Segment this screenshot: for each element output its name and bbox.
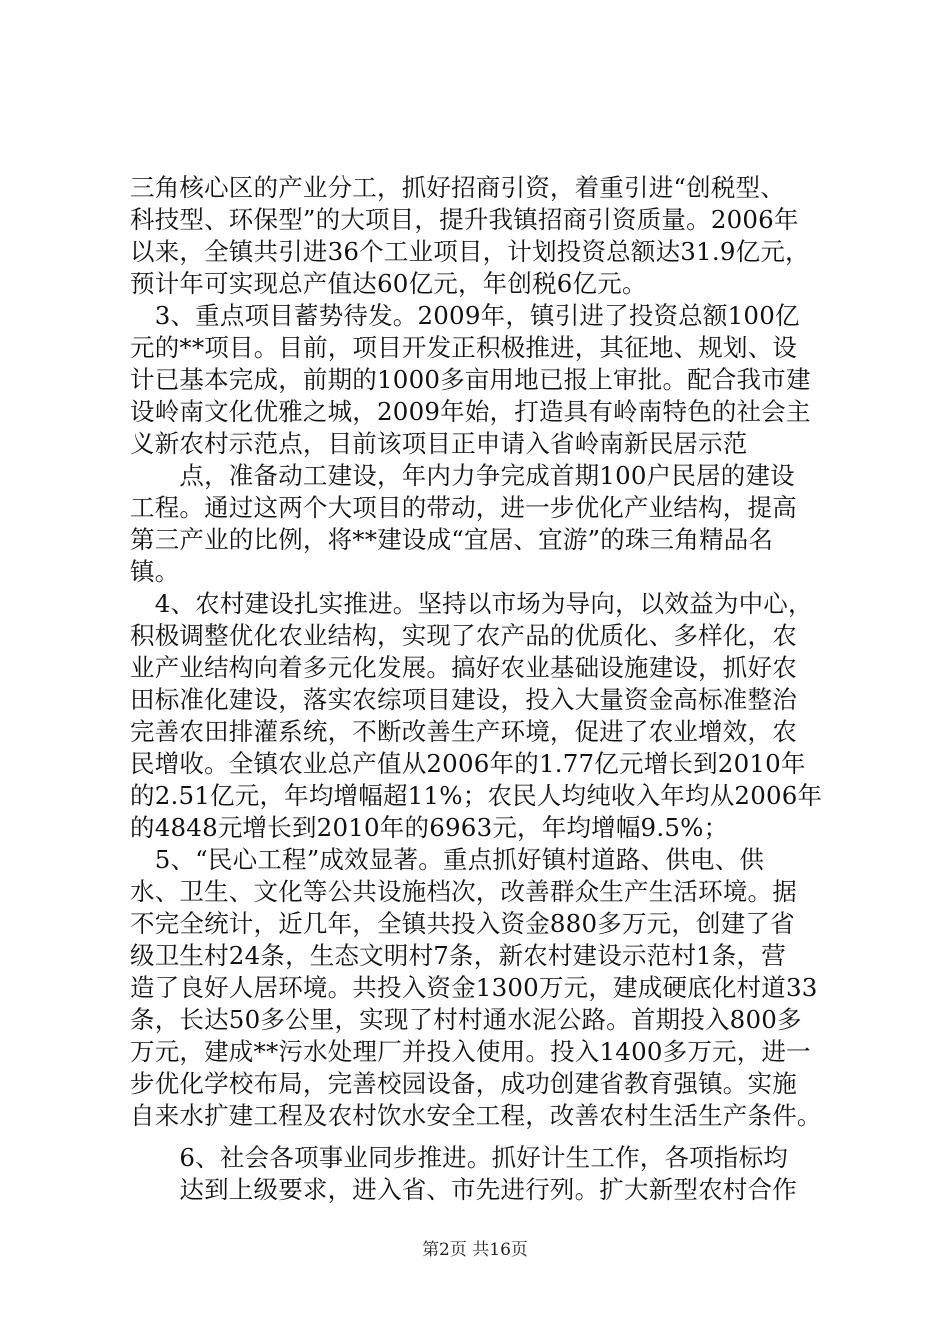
body-text-line: 万元，建成**污水处理厂并投入使用。投入1400多万元，进一 bbox=[130, 1037, 811, 1066]
body-text-line: 以来，全镇共引进36个工业项目，计划投资总额达31.9亿元， bbox=[130, 237, 810, 266]
body-text-line: 工程。通过这两个大项目的带动，进一步优化产业结构，提高 bbox=[130, 493, 797, 522]
body-text-line: 民增收。全镇农业总产值从2006年的1.77亿元增长到2010年 bbox=[130, 749, 806, 778]
body-text-line: 业产业结构向着多元化发展。搞好农业基础设施建设，抓好农 bbox=[130, 653, 797, 682]
body-text-line: 造了良好人居环境。共投入资金1300万元，建成硬底化村道33 bbox=[130, 973, 818, 1002]
body-text-line: 的4848元增长到2010年的6963元，年均增幅9.5%； bbox=[130, 813, 729, 842]
body-text-line: 的2.51亿元，年均增幅超11%；农民人均纯收入年均从2006年 bbox=[130, 781, 823, 810]
body-text-line: 田标准化建设，落实农综项目建设，投入大量资金高标准整治 bbox=[130, 685, 797, 714]
body-text-line: 积极调整优化农业结构，实现了农产品的优质化、多样化，农 bbox=[130, 621, 797, 650]
body-text-line: 4、农村建设扎实推进。坚持以市场为导向，以效益为中心， bbox=[130, 589, 813, 618]
body-text-line: 步优化学校布局，完善校园设备，成功创建省教育强镇。实施 bbox=[130, 1069, 797, 1098]
body-text-line: 完善农田排灌系统，不断改善生产环境，促进了农业增效，农 bbox=[130, 717, 797, 746]
body-text-line: 点，准备动工建设，年内力争完成首期100户民居的建设 bbox=[130, 461, 795, 490]
body-text-line: 不完全统计，近几年，全镇共投入资金880多万元，创建了省 bbox=[130, 909, 795, 938]
body-text-line: 级卫生村24条，生态文明村7条，新农村建设示范村1条，营 bbox=[130, 941, 786, 970]
body-text-line: 水、卫生、文化等公共设施档次，改善群众生产生活环境。据 bbox=[130, 877, 797, 906]
body-text-line: 第三产业的比例，将**建设成“宜居、宜游”的珠三角精品名 bbox=[130, 525, 774, 554]
body-text-line: 三角核心区的产业分工，抓好招商引资，着重引进“创税型、 bbox=[130, 173, 785, 202]
body-text-line: 预计年可实现总产值达60亿元，年创税6亿元。 bbox=[130, 269, 647, 298]
page-footer: 第2页 共16页 bbox=[422, 1240, 528, 1260]
body-text-line: 自来水扩建工程及农村饮水安全工程，改善农村生活生产条件。 bbox=[130, 1101, 822, 1130]
body-text-line: 条，长达50多公里，实现了村村通水泥公路。首期投入800多 bbox=[130, 1005, 802, 1034]
body-text-line: 镇。 bbox=[130, 557, 180, 586]
body-text-line: 6、社会各项事业同步推进。抓好计生工作，各项指标均 bbox=[130, 1143, 788, 1172]
body-text-line: 义新农村示范点，目前该项目正申请入省岭南新民居示范 bbox=[130, 429, 748, 458]
body-text-line: 达到上级要求，进入省、市先进行列。扩大新型农村合作 bbox=[130, 1175, 797, 1204]
body-text-line: 3、重点项目蓄势待发。2009年，镇引进了投资总额100亿 bbox=[130, 301, 800, 330]
body-text-line: 5、“民心工程”成效显著。重点抓好镇村道路、供电、供 bbox=[130, 845, 765, 874]
body-text-line: 计已基本完成，前期的1000多亩用地已报上审批。配合我市建 bbox=[130, 365, 811, 394]
body-text-line: 元的**项目。目前，项目开发正积极推进，其征地、规划、设 bbox=[130, 333, 798, 362]
body-text-line: 科技型、环保型”的大项目，提升我镇招商引资质量。2006年 bbox=[130, 205, 799, 234]
body-text-line: 设岭南文化优雅之城，2009年始，打造具有岭南特色的社会主 bbox=[130, 397, 811, 426]
